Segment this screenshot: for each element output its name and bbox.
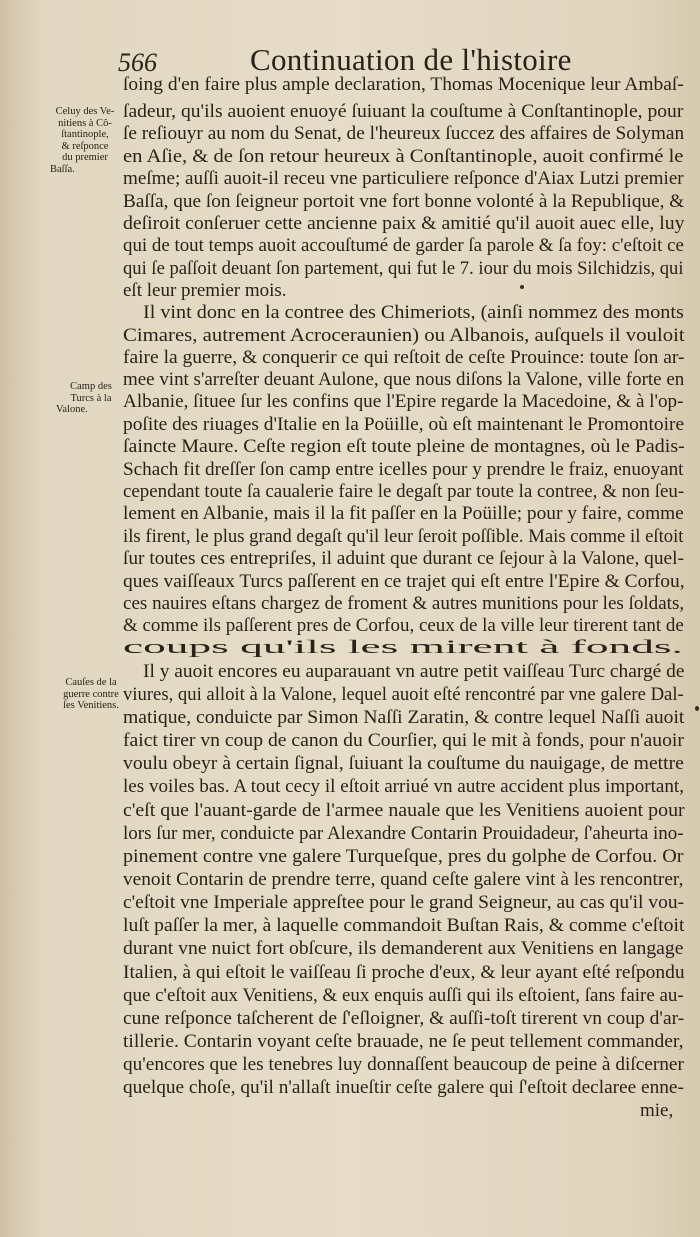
- text-line: ils firent, le plus grand degaſt qu'il leur ſeroit poſſible. Mais comme il eſtoit: [123, 526, 684, 547]
- text-line: ſaincte Maure. Ceſte region eſt toute pleine de montagnes, où le Padis-: [123, 436, 685, 457]
- text-line: Baſſa, que ſon ſeigneur portoit vne fort bonne volonté à la Republique, &: [123, 191, 685, 212]
- text-line: & comme ils paſſerent pres de Corfou, ceux de la ville leur tirerent tant de: [123, 615, 684, 636]
- running-title: Continuation de l'histoire: [250, 42, 572, 77]
- text-line: poſite des riuages d'Italie en la Poüille, où eſt maintenant le Promontoire: [123, 414, 685, 435]
- margin-note-line: nitiens à Cô-: [58, 117, 112, 129]
- text-line: ces nauires eſtans chargez de froment & autres munitions pour les ſoldats,: [123, 593, 685, 614]
- text-line: qui de tout temps auoit accouſtumé de garder ſa parole & ſa foy: c'eſtoit ce: [123, 235, 684, 256]
- text-line: venoit Contarin de prendre terre, quand ceſte galere vint à les rencontrer,: [123, 869, 684, 890]
- margin-note-line: Celuy des Ve-: [55, 106, 115, 117]
- text-line: tillerie. Contarin voyant ceſte brauade, ne ſe peut tellement commander,: [123, 1031, 684, 1052]
- ink-spot: [520, 285, 524, 289]
- margin-note-ambassador: [50, 106, 120, 175]
- text-line: en Aſie, & de ſon retour heureux à Conſtantinople, auoit confirmé le: [123, 146, 684, 167]
- text-line: quelque choſe, qu'il n'allaſt inueſtir ceſte galere qui ſ'eſtoit declaree enne-: [123, 1077, 684, 1098]
- ink-spot: [695, 706, 699, 711]
- text-line: ques vaiſſeaux Turcs paſſerent en ce trajet qui eſt entre l'Epire & Corfou,: [123, 571, 685, 592]
- text-line: mie,: [640, 1100, 674, 1121]
- text-line: viures, qui alloit à la Valone, lequel auoit eſté rencontré par vne galere Dal-: [123, 684, 684, 705]
- margin-note-line: du premier: [62, 152, 108, 163]
- text-line: coups qu'ils les mirent à fonds.: [123, 637, 683, 658]
- text-line: voulu obeyr à certain ſignal, ſuiuant la couſtume du nauigage, de mettre: [123, 753, 684, 774]
- text-line: lors ſur mer, conduicte par Alexandre Contarin Prouidadeur, ſ'aheurta ino-: [123, 823, 684, 844]
- text-line: meſme; auſſi auoit-il receu vne particuliere reſponce d'Aiax Lutzi premier: [123, 168, 684, 189]
- margin-note-line: ſtantinople,: [61, 129, 109, 140]
- page-number: 566: [118, 48, 157, 77]
- text-line: deſiroit conſeruer cette ancienne paix & amitié qu'il auoit auec elle, luy: [123, 213, 685, 234]
- text-line: mee vint s'arreſter deuant Aulone, que nous diſons la Valone, ville forte en: [123, 369, 685, 390]
- text-line: Schach fit dreſſer ſon camp entre icelles pour y prendre le fraiz, enuoyant: [123, 459, 684, 480]
- text-line: ſadeur, qu'ils auoient enuoyé ſuiuant la couſtume à Conſtantinople, pour: [123, 101, 684, 122]
- text-line: Albanie, ſituee ſur les confins que l'Epire regarde la Macedoine, & à l'op-: [123, 391, 684, 412]
- text-line: c'eſtoit vne Imperiale appreſtee pour le grand Seigneur, au cas qu'il vou-: [123, 892, 685, 913]
- margin-note-line: & reſponce: [61, 140, 109, 152]
- text-line: pinement contre vne galere Turqueſque, pres du golphe de Corfou. Or: [123, 846, 684, 867]
- text-line: faict tirer vn coup de canon du Courſier, qui le mit à fonds, pour n'auoir: [123, 730, 684, 751]
- margin-note-camp: [56, 381, 126, 416]
- margin-note-line: Camp des: [70, 381, 112, 392]
- text-line: matique, conduicte par Simon Naſſi Zaratin, & contre lequel Naſſi auoit: [123, 707, 685, 728]
- text-line: Il vint donc en la contree des Chimeriots, (ainſi nommez des monts: [143, 302, 684, 323]
- text-line: faire la guerre, & conquerir ce qui reſtoit de ceſte Prouince: toute ſon ar-: [123, 347, 685, 368]
- text-line: luſt paſſer la mer, à laquelle commandoit Buſtan Rais, & comme c'eſtoit: [123, 915, 685, 936]
- text-line: ſe reſiouyr au nom du Senat, de l'heureux ſuccez des affaires de Solyman: [123, 123, 685, 144]
- text-line: ſur toutes ces entrepriſes, il aduint que durant ce ſejour à la Valone, quel-: [123, 548, 684, 569]
- margin-note-causes: [56, 677, 126, 712]
- text-line: qui ſe paſſoit deuant ſon partement, qui fut le 7. iour du mois Silchidzis, qui: [123, 258, 684, 279]
- text-line: ſoing d'en faire plus ample declaration, Thomas Mocenique leur Ambaſ-: [123, 74, 684, 95]
- text-line: eſt leur premier mois.: [123, 280, 287, 301]
- margin-note-line: ſes Venitiens.: [63, 700, 119, 711]
- text-line: les voiles bas. A tout cecy il eſtoit arriué vn autre accident plus important,: [123, 776, 685, 797]
- text-line: qu'encores que les tenebres luy donnaſſent beaucoup de peine à diſcerner: [123, 1054, 684, 1075]
- text-line: c'eſt que l'auant-garde de l'armee nauale que les Venitiens auoient pour: [123, 800, 685, 821]
- margin-note-line: Valone.: [56, 404, 88, 415]
- text-line: Il y auoit encores eu auparauant vn autre petit vaiſſeau Turc chargé de: [143, 661, 685, 682]
- margin-note-line: Turcs à la: [70, 392, 112, 404]
- text-line: cependant toute ſa caualerie faire le degaſt par toute la contree, & non ſeu-: [123, 481, 685, 502]
- text-line: que c'eſtoit aux Venitiens, & eux enquis auſſi qui ils eſtoient, ſans faire au-: [123, 985, 684, 1006]
- text-line: lement en Albanie, mais il la fit paſſer en la Poüille; pour y faire, comme: [123, 503, 684, 524]
- text-line: durant vne nuict fort obſcure, ils demanderent aux Venitiens en langage: [123, 938, 684, 959]
- text-line: cune reſponce taſcherent de ſ'eſloigner, & auſſi-toſt tirerent vn coup d'ar-: [123, 1008, 685, 1029]
- margin-note-line: Cauſes de la: [65, 677, 117, 688]
- margin-note-line: guerre contre: [63, 688, 119, 700]
- text-line: Cimares, autrement Acroceraunien) ou Albanois, auſquels il vouloit: [123, 325, 685, 346]
- text-line: Italien, à qui eſtoit le vaiſſeau ſi proche d'eux, & leur ayant eſté reſpondu: [123, 962, 685, 983]
- margin-note-line: Baſſa.: [50, 163, 75, 175]
